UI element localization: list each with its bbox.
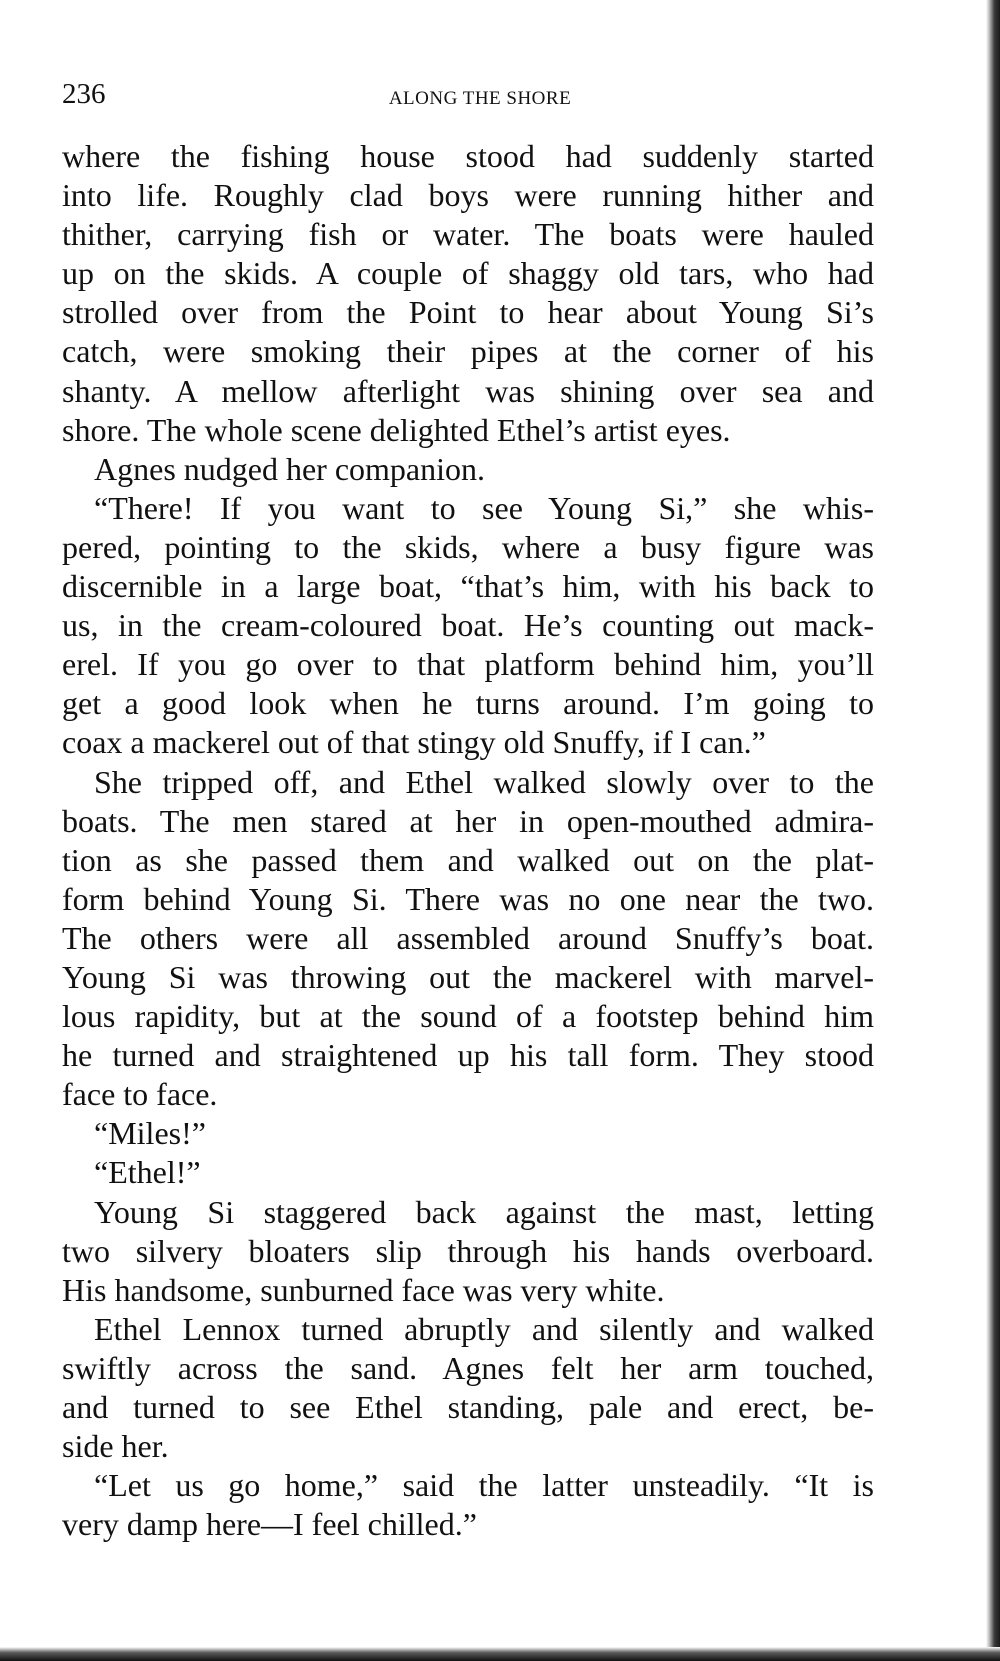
text-line: Young Si was throwing out the mackerel with marvel-	[62, 958, 874, 995]
text-line: swiftly across the sand. Agnes felt her arm touched,	[62, 1349, 874, 1386]
text-line: catch, were smoking their pipes at the corner of his	[62, 333, 874, 370]
text-line: shore. The whole scene delighted Ethel’s artist eyes.	[62, 411, 731, 448]
text-line: The others were all assembled around Snuffy’s boat.	[62, 919, 874, 956]
text-line: Ethel Lennox turned abruptly and silently and walked	[94, 1310, 874, 1347]
text-line: form behind Young Si. There was no one near the two.	[62, 880, 874, 917]
text-line: thither, carrying fish or water. The boats were hauled	[62, 216, 874, 253]
text-line: into life. Roughly clad boys were running hither and	[62, 177, 874, 214]
text-line: face to face.	[62, 1076, 218, 1113]
page-edge-shadow	[986, 0, 1000, 1661]
text-line: erel. If you go over to that platform behind him, you’ll	[62, 646, 874, 683]
text-line: shanty. A mellow afterlight was shining over sea and	[62, 372, 874, 409]
text-line: His handsome, sunburned face was very white.	[62, 1271, 665, 1308]
text-line: coax a mackerel out of that stingy old Snuffy, if I can.”	[62, 724, 766, 761]
text-line: “There! If you want to see Young Si,” she whis-	[94, 489, 874, 526]
running-title: ALONG THE SHORE	[388, 88, 572, 109]
text-line: two silvery bloaters slip through his hands overboard.	[62, 1232, 874, 1269]
text-line: us, in the cream-coloured boat. He’s counting out mack-	[62, 607, 874, 644]
text-line: tion as she passed them and walked out on the plat-	[62, 841, 874, 878]
text-line: discernible in a large boat, “that’s him, with his back to	[62, 568, 874, 605]
text-line: Agnes nudged her companion.	[94, 450, 486, 487]
text-line: he turned and straightened up his tall form. They stood	[62, 1037, 874, 1074]
text-line: get a good look when he turns around. I’m going to	[62, 685, 874, 722]
text-line: very damp here—I feel chilled.”	[62, 1506, 477, 1543]
text-line: lous rapidity, but at the sound of a footstep behind him	[62, 998, 874, 1035]
text-line: boats. The men stared at her in open-mouthed admira-	[62, 802, 874, 839]
text-line: She tripped off, and Ethel walked slowly over to the	[94, 763, 874, 800]
text-line: pered, pointing to the skids, where a busy figure was	[62, 528, 874, 565]
text-line: “Let us go home,” said the latter unsteadily. “It is	[94, 1467, 874, 1504]
text-line: “Miles!”	[94, 1115, 206, 1152]
text-line: strolled over from the Point to hear about Young Si’s	[62, 294, 874, 331]
body-text	[62, 137, 874, 1544]
text-line: up on the skids. A couple of shaggy old tars, who had	[62, 255, 874, 292]
text-line: side her.	[62, 1428, 169, 1465]
text-line: where the fishing house stood had suddenly started	[62, 138, 874, 174]
page-bottom-edge	[0, 1647, 1000, 1661]
text-line: and turned to see Ethel standing, pale and erect, be-	[62, 1389, 874, 1425]
text-line: “Ethel!”	[94, 1154, 201, 1191]
text-line: Young Si staggered back against the mast, letting	[94, 1193, 874, 1230]
page-number: 236	[62, 78, 106, 110]
